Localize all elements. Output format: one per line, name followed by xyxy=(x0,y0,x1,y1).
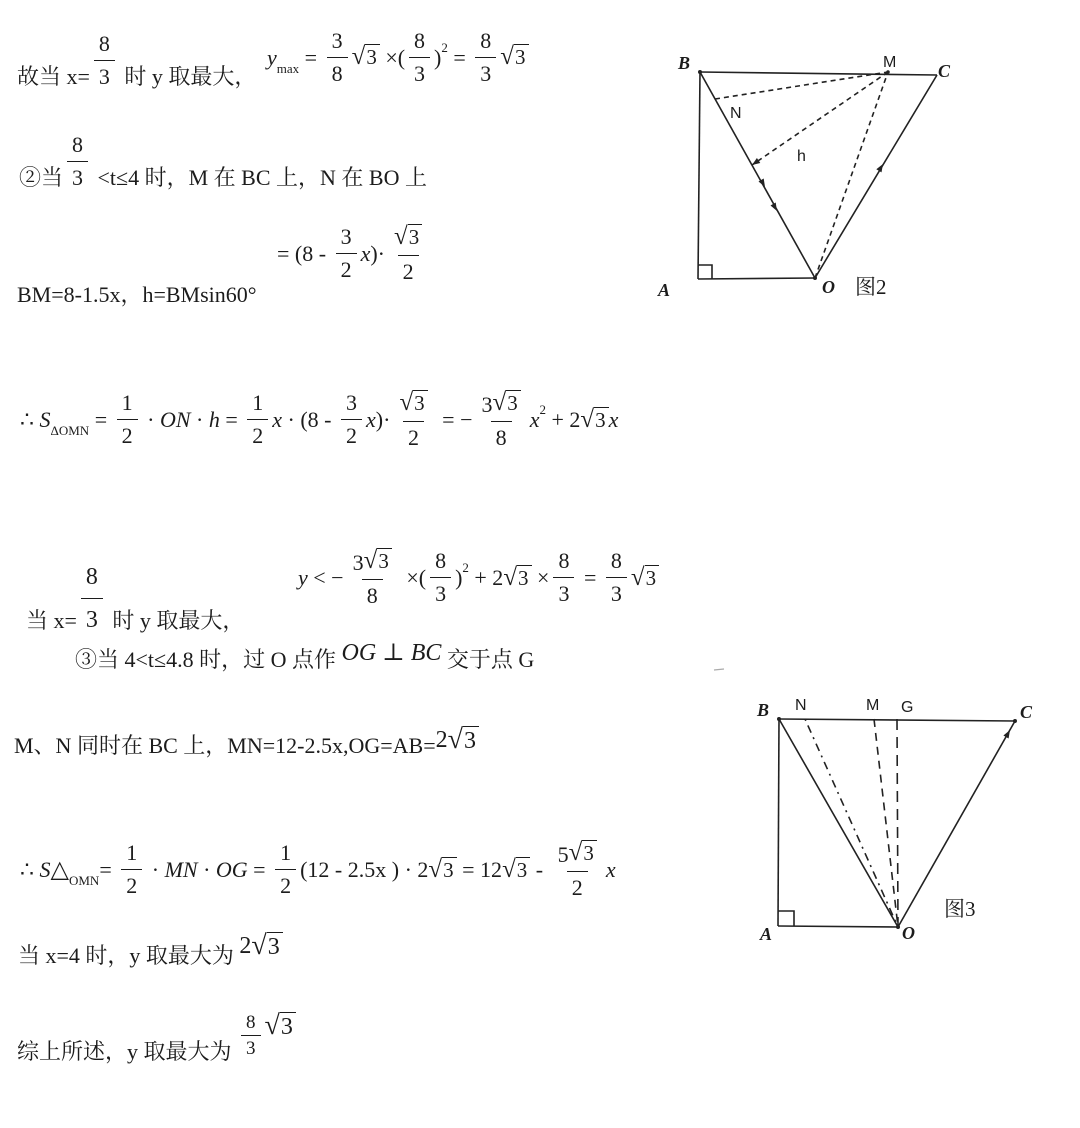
fraction xyxy=(67,132,88,191)
text-run: BM=8-1.5x，h=BMsin60° xyxy=(17,282,257,307)
therefore-symbol: ∴ xyxy=(20,406,40,432)
numerator: 8 xyxy=(435,548,447,574)
fig3-point-b-dot xyxy=(777,717,781,721)
numerator: 3 xyxy=(346,390,358,416)
coefficient: 3 xyxy=(352,550,364,576)
fraction xyxy=(409,28,430,87)
superscript: 2 xyxy=(441,40,448,55)
math-op: - xyxy=(530,856,549,882)
numerator: 1 xyxy=(126,840,138,866)
radicand: 3 xyxy=(280,1012,296,1042)
radical-sign: √ xyxy=(447,724,464,755)
denominator: 3 xyxy=(430,577,451,607)
text-run: M、N 同时在 BC 上，MN=12-2.5x,OG=AB= xyxy=(14,733,436,759)
math-op: = 12 xyxy=(456,856,503,882)
fig2-arrowhead-h-foot xyxy=(752,158,760,165)
radicand: 3 xyxy=(267,932,283,962)
math-op: = xyxy=(89,406,113,432)
math-op: = xyxy=(578,564,602,590)
fig3-label-m: M xyxy=(866,697,880,714)
fig3-dashed-go xyxy=(897,719,898,927)
math-op: = xyxy=(247,856,272,882)
fig3-right-angle-marker xyxy=(778,911,794,926)
text-run: 当 x= xyxy=(26,607,77,633)
math-op: + 2 xyxy=(468,564,504,590)
line2-case2 xyxy=(19,132,427,191)
radical-sign: √ xyxy=(568,839,583,866)
radical xyxy=(569,840,597,866)
math-var: x xyxy=(360,240,371,266)
radical xyxy=(493,390,521,416)
denominator: 2 xyxy=(121,869,142,899)
math-var: y xyxy=(298,564,308,590)
coefficient: 3 xyxy=(481,392,493,418)
denominator: 2 xyxy=(336,253,357,283)
math-var: x xyxy=(366,406,376,432)
math-op: · xyxy=(146,856,165,882)
line6-case3 xyxy=(75,638,534,673)
math-op: · xyxy=(190,406,209,432)
math-var: h xyxy=(208,406,220,432)
numerator: 8 xyxy=(98,31,110,56)
fig2-label-o: O xyxy=(822,277,835,297)
math-var: y xyxy=(267,44,277,70)
denominator: 8 xyxy=(362,579,383,609)
superscript: 2 xyxy=(539,402,546,418)
radicand: 3 xyxy=(582,840,597,866)
line5-text xyxy=(26,563,244,634)
fraction-sqrt xyxy=(389,222,427,285)
fig2-arrowhead-oc xyxy=(876,164,883,172)
radical xyxy=(580,407,608,433)
figure-2-diagram xyxy=(650,35,980,305)
line1-formula xyxy=(267,28,529,87)
radical-sign: √ xyxy=(399,389,414,416)
fraction-sqrt xyxy=(553,838,602,901)
figure-3-diagram xyxy=(710,660,1050,960)
math-op: = − xyxy=(436,406,473,432)
math-op: = xyxy=(447,44,472,70)
fig2-side-bc xyxy=(700,72,937,75)
fraction xyxy=(275,840,296,899)
fig3-caption: 图3 xyxy=(944,897,976,921)
numerator: 8 xyxy=(85,564,98,590)
radical-sign: √ xyxy=(502,855,516,883)
radical-sign: √ xyxy=(492,389,507,416)
math-op: = xyxy=(299,44,323,70)
radicand: 3 xyxy=(516,857,531,883)
denominator: 2 xyxy=(567,871,588,901)
radical xyxy=(448,726,479,756)
fraction xyxy=(606,548,627,607)
radicand: 3 xyxy=(442,857,457,883)
numerator xyxy=(553,838,602,871)
fig3-side-ba xyxy=(778,719,779,926)
fraction xyxy=(475,28,496,87)
fig2-label-m: M xyxy=(883,54,897,71)
math-var: OG xyxy=(215,856,248,882)
fig3-label-a: A xyxy=(760,924,773,944)
line3-text xyxy=(17,281,257,309)
subscript: ΔOMN xyxy=(50,423,90,439)
math-op: < − xyxy=(307,564,344,590)
math-op: = (8 - xyxy=(277,240,332,266)
numerator xyxy=(389,222,427,255)
math-var: S xyxy=(39,406,51,432)
fraction xyxy=(336,224,357,283)
denominator: 3 xyxy=(81,598,103,634)
math-op: ×( xyxy=(379,44,406,70)
math-op: = xyxy=(99,856,118,882)
line3-formula xyxy=(277,222,431,285)
subscript: OMN xyxy=(68,873,100,889)
radical xyxy=(265,1012,296,1042)
value-2sqrt3 xyxy=(239,932,282,962)
fraction xyxy=(121,840,142,899)
fig2-dashed-height-h xyxy=(752,72,888,165)
line1-text xyxy=(17,31,256,90)
radicand: 3 xyxy=(408,224,423,250)
math-op: + 2 xyxy=(546,406,581,432)
fig3-label-b: B xyxy=(757,700,770,720)
radical xyxy=(503,565,531,591)
fig3-dashdot-no xyxy=(805,719,898,927)
denominator: 3 xyxy=(606,577,627,607)
math-expression: OG ⊥ BC xyxy=(341,640,442,666)
numerator: 3 xyxy=(340,224,352,250)
denominator: 3 xyxy=(241,1035,261,1060)
numerator: 8 xyxy=(414,28,426,53)
math-var: S xyxy=(39,856,51,882)
fig3-label-c: C xyxy=(1020,702,1033,722)
fig2-diagonal-bo xyxy=(700,72,815,278)
math-op: · xyxy=(197,856,216,882)
text-run: ②当 xyxy=(19,164,64,190)
fig3-side-ao xyxy=(778,926,898,927)
denominator: 2 xyxy=(117,419,138,449)
radical-sign: √ xyxy=(251,930,267,961)
value-2sqrt3 xyxy=(436,726,479,756)
denominator: 2 xyxy=(275,869,296,899)
line9-text xyxy=(18,932,283,970)
numerator: 8 xyxy=(558,548,570,574)
radicand: 3 xyxy=(463,726,479,756)
superscript: 2 xyxy=(462,560,469,576)
fig3-label-g: G xyxy=(901,699,914,716)
fig2-label-h: h xyxy=(797,148,806,165)
fig2-side-ba xyxy=(698,72,700,279)
fraction xyxy=(241,1011,261,1060)
numerator: 1 xyxy=(280,840,292,866)
fig2-right-angle-marker xyxy=(698,265,712,279)
fig2-label-a: A xyxy=(658,280,671,300)
coefficient: 2 xyxy=(239,933,252,959)
fraction xyxy=(247,390,268,449)
radical xyxy=(352,44,380,70)
fig3-label-n: N xyxy=(795,697,807,714)
fraction-sqrt xyxy=(477,388,526,451)
text-run: 时 y 取最大， xyxy=(118,63,257,89)
math-op: · xyxy=(141,406,160,432)
text-run: 故当 x= xyxy=(17,63,90,89)
fig2-dashed-nm xyxy=(715,72,888,99)
numerator: 1 xyxy=(121,390,133,416)
math-op: · (8 - xyxy=(282,406,338,432)
fig3-scan-artifact xyxy=(714,669,724,670)
coefficient: 2 xyxy=(435,727,448,753)
fig3-diagonal-bo xyxy=(779,719,898,927)
line4-area-formula xyxy=(20,388,618,451)
denominator: 3 xyxy=(553,577,574,607)
therefore-symbol: ∴ xyxy=(20,856,40,882)
radicand: 3 xyxy=(413,390,428,416)
radicand: 3 xyxy=(506,390,521,416)
fraction xyxy=(553,548,574,607)
denominator: 2 xyxy=(247,419,268,449)
denominator: 3 xyxy=(67,161,88,191)
denominator: 8 xyxy=(491,421,512,451)
fig2-label-c: C xyxy=(938,61,951,81)
radical-sign: √ xyxy=(351,43,366,71)
fig2-caption: 图2 xyxy=(855,275,887,299)
math-var: ON xyxy=(159,406,191,432)
radical-sign: √ xyxy=(264,1010,280,1042)
radicand: 3 xyxy=(517,565,532,591)
fraction xyxy=(430,548,451,607)
fig2-point-o-dot xyxy=(813,276,817,280)
math-var: x xyxy=(529,406,540,432)
text-run: ③当 4<t≤4.8 时，过 O 点作 xyxy=(75,646,342,672)
math-op: × xyxy=(531,564,550,590)
radical xyxy=(251,932,282,962)
math-var: MN xyxy=(164,856,198,882)
math-var: x xyxy=(272,406,283,432)
math-op: )· xyxy=(370,240,385,266)
radicand: 3 xyxy=(645,565,660,591)
numerator xyxy=(477,388,526,421)
denominator: 3 xyxy=(94,60,115,90)
radical-sign: √ xyxy=(580,405,595,433)
radical-sign: √ xyxy=(428,855,443,883)
denominator: 2 xyxy=(398,255,419,285)
math-var: x xyxy=(605,856,616,882)
denominator: 8 xyxy=(327,57,348,87)
fig2-arrowhead-bo-2 xyxy=(771,203,778,212)
numerator xyxy=(394,388,432,421)
radicand: 3 xyxy=(377,548,392,574)
fig3-point-o-dot xyxy=(896,925,900,929)
denominator: 3 xyxy=(475,57,496,87)
numerator: 8 xyxy=(480,28,492,53)
radicand: 3 xyxy=(594,407,609,433)
numerator: 8 xyxy=(72,132,84,157)
numerator: 8 xyxy=(246,1012,256,1033)
value-sqrt3 xyxy=(265,1012,296,1042)
denominator: 2 xyxy=(403,421,424,451)
text-run: 时 y 取最大， xyxy=(106,607,245,633)
fraction xyxy=(327,28,348,87)
radicand: 3 xyxy=(365,44,380,70)
coefficient: 5 xyxy=(557,842,569,868)
denominator: 3 xyxy=(409,57,430,87)
radical-sign: √ xyxy=(630,563,645,591)
fraction xyxy=(81,563,103,634)
text-run: 交于点 G xyxy=(441,646,535,672)
math-op: (12 - 2.5x ) · 2 xyxy=(300,856,429,882)
fig3-point-c-dot xyxy=(1013,719,1017,723)
text-run: 当 x=4 时，y 取最大为 xyxy=(18,943,240,969)
radical-sign: √ xyxy=(363,547,378,574)
fig2-side-ao xyxy=(698,278,815,279)
fraction xyxy=(341,390,362,449)
math-op: ×( xyxy=(400,564,427,590)
radical xyxy=(399,390,427,416)
triangle-symbol: △ xyxy=(50,856,69,883)
radicand: 3 xyxy=(514,44,529,70)
numerator xyxy=(348,546,397,579)
line7-text xyxy=(14,726,479,760)
line10-conclusion xyxy=(17,1011,296,1065)
radical-sign: √ xyxy=(500,43,515,71)
text-run: 综上所述，y 取最大为 xyxy=(17,1038,238,1064)
math-var: x xyxy=(608,406,619,432)
fig2-label-b: B xyxy=(678,53,691,73)
line5-formula xyxy=(298,546,659,609)
fraction-sqrt xyxy=(348,546,397,609)
fraction-sqrt xyxy=(394,388,432,451)
fig2-point-b-dot xyxy=(698,70,702,74)
subscript: max xyxy=(276,61,300,76)
fig2-label-n: N xyxy=(730,105,742,122)
radical-sign: √ xyxy=(503,563,518,591)
math-op: )· xyxy=(375,406,391,432)
fig3-arrowhead-oc xyxy=(1003,730,1010,739)
text-run: <t≤4 时，M 在 BC 上，N 在 BO 上 xyxy=(92,164,427,190)
radical xyxy=(364,548,392,574)
fraction xyxy=(94,31,115,90)
line8-area-formula xyxy=(20,838,616,901)
math-op: ) xyxy=(434,44,442,70)
radical xyxy=(500,44,528,70)
fraction xyxy=(117,390,138,449)
numerator: 1 xyxy=(252,390,264,416)
fig3-dashed-mo xyxy=(874,719,898,927)
radical-sign: √ xyxy=(393,223,408,250)
radical xyxy=(394,224,422,250)
radical xyxy=(502,857,530,883)
radical xyxy=(631,565,659,591)
numerator: 8 xyxy=(610,548,622,574)
fig3-label-o: O xyxy=(902,923,915,943)
math-op: = xyxy=(219,406,244,432)
math-op: ) xyxy=(455,564,463,590)
denominator: 2 xyxy=(341,419,362,449)
numerator: 3 xyxy=(331,28,343,53)
radical xyxy=(428,857,456,883)
